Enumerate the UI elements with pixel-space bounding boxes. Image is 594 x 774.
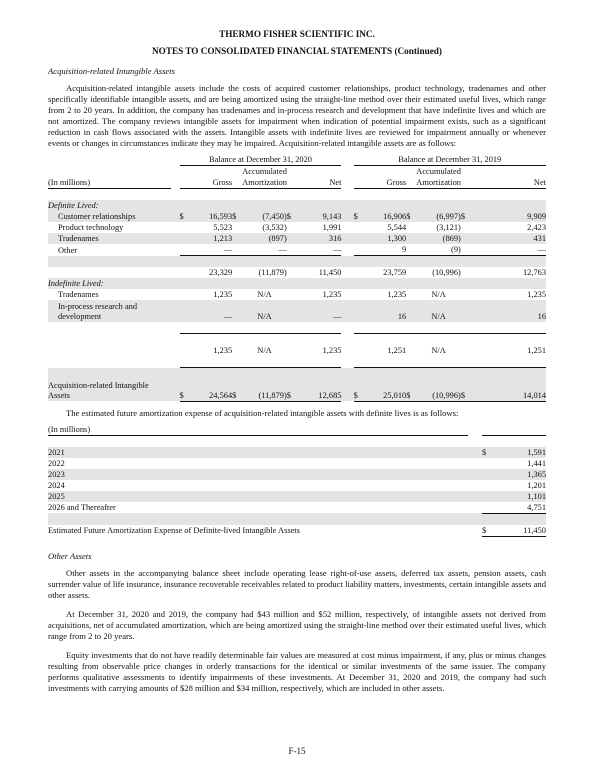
table-row: 2024 1,201	[48, 480, 546, 490]
col-acc-2019-line2: Amortization	[416, 178, 461, 187]
amortization-unit-label: (In millions)	[48, 424, 468, 436]
amortization-header-row	[48, 424, 546, 436]
col-acc-2019-line1: Accumulated	[416, 167, 461, 176]
period-2019: Balance at December 31, 2019	[354, 154, 546, 166]
table-row: 2023 1,365	[48, 469, 546, 479]
document-page	[48, 26, 546, 694]
section-heading-intangibles: Acquisition-related Intangible Assets	[48, 66, 175, 76]
table-row: Other — — — 9 (9) —	[58, 245, 546, 255]
table-row: 2026 and Thereafter 4,751	[48, 502, 546, 512]
definite-lived-label-row	[48, 200, 546, 211]
table-row: Customer relationships $ 16,593 $ (7,450) $ 9,143 $ 16,906 $ (6,997) $ 9,909	[48, 211, 546, 222]
amortization-total-row: Estimated Future Amortization Expense of Definite-lived Intangible Assets $ 11,450	[48, 525, 546, 535]
period-header-row	[48, 154, 546, 166]
page-number: F-15	[288, 746, 306, 756]
table-row: Tradenames 1,235 N/A 1,235 1,235 N/A 1,235	[58, 290, 546, 299]
col-net-2020: Net	[297, 177, 342, 189]
amortization-table	[48, 424, 546, 537]
col-gross-2019: Gross	[364, 177, 406, 189]
col-gross-2020: Gross	[190, 177, 232, 189]
col-acc-2020-line1: Accumulated	[242, 167, 287, 176]
table-row: 2025 1,101	[48, 491, 546, 501]
intangibles-table	[48, 154, 546, 402]
grand-total-row: Acquisition-related Intangible Assets $ 24,564 $ (11,879) $ 12,685 $ 25,010 $ (10,996) $ 14,014	[48, 381, 546, 400]
company-name: THERMO FISHER SCIENTIFIC INC.	[219, 29, 375, 39]
indefinite-total-row: 1,235 N/A 1,235 1,251 N/A 1,251	[213, 346, 546, 355]
section-heading-other-assets: Other Assets	[48, 550, 92, 561]
grand-total-label: Acquisition-related Intangible Assets	[48, 379, 171, 401]
column-header-row-1	[48, 166, 546, 178]
col-acc-2020-line2: Amortization	[242, 178, 287, 187]
intangibles-paragraph: Acquisition-related intangible assets include the costs of acquired customer relationships, product technology, tradenames and other specifically identifiable intangible assets, and are being amortized using the straight-line method over their estimated useful lives, which range from 2 to 20 years. In addition, the company has tradenames and in-process research and development that have indefinite lives and which are not amortized. The company reviews intangible assets for impairment when indication of potential impairment exists, such as a significant reduction in cash flows associated with the assets. Intangible assets with indefinite lives are reviewed for impairment annually or whenever events or changes in circumstances indicate they may be impaired. Acquisition-related intangible assets are as follows:	[48, 83, 546, 148]
indefinite-lived-label: Indefinite Lived:	[48, 278, 171, 289]
amortization-intro: The estimated future amortization expense of acquisition-related intangible assets with definite lives is as follows:	[66, 407, 459, 418]
other-assets-paragraph-2: At December 31, 2020 and 2019, the company had $43 million and $52 million, respectively, of intangible assets not derived from acquisitions, net of accumulated amortization, which are being amortized using the straight-line method over their estimated useful lives, which range from 2 to 20 years.	[48, 608, 546, 641]
period-2020: Balance at December 31, 2020	[180, 154, 342, 166]
table-row: 2022 1,441	[48, 458, 546, 468]
table-row: Product technology 5,523 (3,532) 1,991 5,544 (3,121) 2,423	[58, 223, 546, 232]
table-row: 2021 $ 1,591	[48, 447, 546, 457]
spacer-row	[48, 322, 546, 334]
table-row: In-process research and development — N/A — 16 N/A 16	[48, 300, 546, 322]
definite-lived-label: Definite Lived:	[48, 200, 171, 211]
col-net-2019: Net	[471, 177, 546, 189]
other-assets-paragraph-3: Equity investments that do not have readily determinable fair values are measured at cost minus impairment, if any, plus or minus changes resulting from observable price changes in orderly transactions for the identical or similar investments of the same issuer. The company performs qualitative assessments to identify impairments of these investments. At December 31, 2020 and 2019, the company had such investments with carrying amounts of $28 million and $34 million, respectively, which are included in other assets.	[48, 649, 546, 693]
column-header-row-2	[48, 177, 546, 189]
page-title: NOTES TO CONSOLIDATED FINANCIAL STATEMENTS (Continued)	[152, 46, 442, 56]
unit-label: (In millions)	[48, 177, 171, 189]
amortization-total-label: Estimated Future Amortization Expense of Definite-lived Intangible Assets	[48, 526, 300, 535]
indefinite-lived-label-row	[48, 278, 546, 289]
other-assets-paragraph-1: Other assets in the accompanying balance sheet include operating lease right-of-use assets, deferred tax assets, pension assets, cash surrender value of life insurance, insurance recoverable receivables related to product liability matters, investments, certain intangible assets and other assets.	[48, 567, 546, 600]
table-row: Tradenames 1,213 (897) 316 1,300 (869) 431	[48, 233, 546, 244]
spacer-row	[48, 356, 546, 368]
definite-total-row: 23,329 (11,879) 11,450 23,759 (10,996) 12,763	[209, 268, 546, 277]
amortization-total-value: 11,450	[494, 525, 546, 537]
